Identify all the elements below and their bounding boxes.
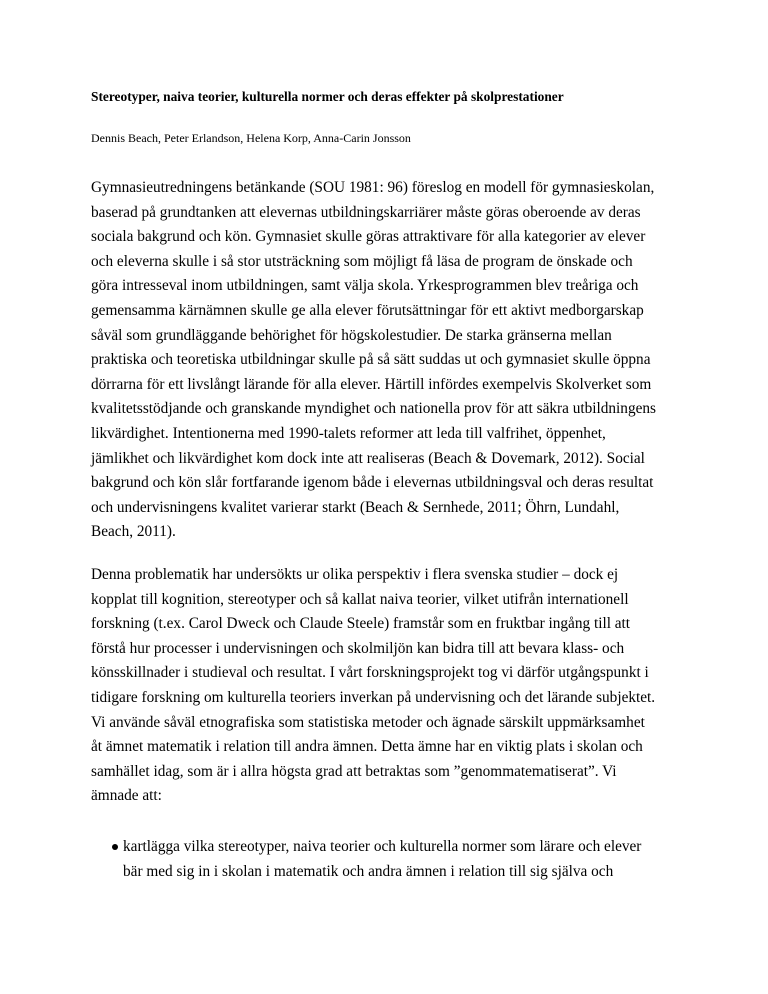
text-line: dörrarna för ett livslångt lärande för alla elever. Härtill infördes exempelvis Skolverket som [91, 375, 652, 393]
text-line: kvalitetsstödjande och granskande myndighet och nationella prov för att säkra utbildningens [91, 400, 656, 418]
author-list: Dennis Beach, Peter Erlandson, Helena Korp, Anna-Carin Jonsson [91, 131, 411, 145]
paragraph-1 [91, 176, 676, 545]
text-line: samhället idag, som är i allra högsta grad att betraktas som ”genommatematiserat”. Vi [91, 762, 617, 780]
text-line: bär med sig in i skolan i matematik och andra ämnen i relation till sig själva och [123, 862, 614, 880]
text-line: könsskillnader i studieval och resultat. I vårt forskningsprojekt tog vi därför utgångspunkt i [91, 664, 649, 682]
text-line: tidigare forskning om kulturella teoriers inverkan på undervisning och det lärande subjektet. [91, 688, 656, 706]
text-line: kopplat till kognition, stereotyper och så kallat naiva teorier, vilket utifrån internationell [91, 590, 629, 608]
document-title: Stereotyper, naiva teorier, kulturella normer och deras effekter på skolprestationer [91, 89, 564, 104]
bullet-list [91, 835, 681, 884]
text-line: och eleverna skulle i så stor utsträckning som möjligt få läsa de program de önskade och [91, 252, 633, 270]
text-line: Denna problematik har undersökts ur olika perspektiv i flera svenska studier – dock ej [91, 566, 619, 583]
list-item [91, 835, 681, 884]
text-line: forskning (t.ex. Carol Dweck och Claude Steele) framstår som en fruktbar ingång till att [91, 615, 631, 633]
text-line: såväl som grundläggande behörighet för högskolestudier. De starka gränserna mellan [91, 326, 612, 344]
text-line: Vi använde såväl etnografiska som statistiska metoder och ägnade särskilt uppmärksamhet [91, 713, 645, 731]
paragraph-2 [91, 563, 676, 809]
text-line: baserad på grundtanken att elevernas utbildningskarriärer måste göras oberoende av deras [91, 203, 641, 221]
text-line: praktiska och teoretiska utbildningar skulle på så sätt suddas ut och gymnasiet skulle öppna [91, 351, 651, 369]
text-line: ämnade att: [91, 787, 162, 805]
text-line: Gymnasieutredningens betänkande (SOU 1981: 96) föreslog en modell för gymnasieskolan, [91, 179, 655, 196]
text-line: och undervisningens kvalitet varierar starkt (Beach & Sernhede, 2011; Öhrn, Lundahl, [91, 498, 620, 516]
text-line: kartlägga vilka stereotyper, naiva teorier och kulturella normer som lärare och elever [123, 838, 642, 855]
text-line: förstå hur processer i undervisningen och skolmiljön kan bidra till att bevara klass- och [91, 639, 625, 657]
text-line: likvärdighet. Intentionerna med 1990-talets reformer att leda till valfrihet, öppenhet, [91, 424, 606, 442]
text-line: gemensamma kärnämnen skulle ge alla elever förutsättningar för ett aktivt medborgarskap [91, 301, 644, 319]
text-line: sociala bakgrund och kön. Gymnasiet skulle göras attraktivare för alla kategorier av elever [91, 228, 646, 246]
text-line: jämlikhet och likvärdighet kom dock inte att realiseras (Beach & Dovemark, 2012). Social [91, 449, 645, 467]
text-line: göra intresseval inom utbildningen, samt välja skola. Yrkesprogrammen blev treåriga och [91, 277, 639, 295]
text-line: bakgrund och kön slår fortfarande igenom både i elevernas utbildningsval och deras resultat [91, 474, 654, 492]
bullet-icon [112, 844, 118, 850]
text-line: Beach, 2011). [91, 523, 176, 541]
text-line: åt ämnet matematik i relation till andra ämnen. Detta ämne har en viktig plats i skolan och [91, 738, 643, 756]
